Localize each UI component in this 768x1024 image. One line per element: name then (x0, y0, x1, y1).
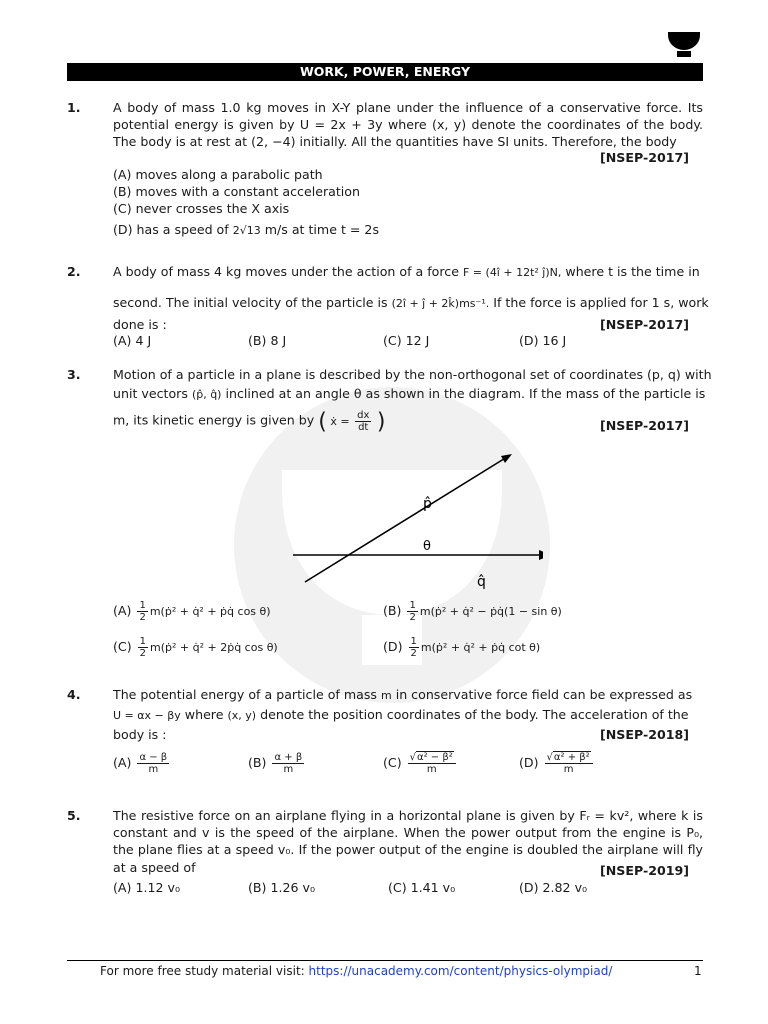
question-3 (67, 366, 712, 666)
unit-vectors: (p̂, q̂) (191, 388, 222, 401)
p-hat-label: p̂ (423, 496, 432, 512)
question-text: The resistive force on an airplane flying in a horizontal plane is given by Fᵣ = kv², where k is constant and v is the speed of the airplane. When the power output from the engine is P₀, the plane flies at a speed v₀. If the power output of the engine is doubled the airplane will fly at a speed of (113, 808, 703, 875)
q-hat-label: q̂ (477, 574, 486, 590)
footer (100, 964, 612, 978)
question-4 (67, 686, 703, 786)
option-a: (A) moves along a parabolic path (113, 167, 323, 182)
question-2 (67, 263, 709, 348)
force-expression: F = (4î + 12t² ĵ)N, (462, 266, 562, 279)
option-b: (B) $\frac{\alpha + \beta}{m}$ (248, 752, 303, 775)
option-d: (D) has a speed of 2√13 m/s at time t = 2s (113, 222, 380, 237)
option-a: (A) 1.12 v₀ (113, 880, 180, 895)
footer-divider (67, 960, 703, 961)
option-c: (C) never crosses the X axis (113, 201, 290, 216)
option-b: (B) 8 J (248, 333, 287, 348)
footer-text: For more free study material visit: (100, 964, 305, 978)
option-a: (A) $\frac{1}{2}$ m(ṗ² + q̇² + ṗq̇ cos θ) (113, 600, 271, 623)
option-d: (D) 16 J (519, 333, 567, 348)
unacademy-logo (668, 32, 700, 58)
option-b: (B) $\frac{1}{2}$ m(ṗ² + q̇² − ṗq̇(1 − sin θ) (383, 600, 562, 623)
option-c: (C) 12 J (383, 333, 430, 348)
question-number: 3. (67, 367, 81, 382)
option-b: (B) moves with a constant acceleration (113, 184, 360, 199)
question-text-line3: done is : (113, 317, 167, 332)
theta-label: θ (423, 539, 431, 554)
option-a: (A) $\frac{\alpha - \beta}{m}$ (113, 752, 168, 775)
source-tag: [NSEP-2017] (599, 418, 689, 433)
question-text-line2: second. The initial velocity of the particle is (2î + ĵ + 2k̂)ms⁻¹. If the force is applied for 1 s, work (113, 295, 709, 310)
vector-diagram (283, 450, 543, 590)
xdot-definition: ( ẋ = $\frac{dx}{dt}$ ) (318, 408, 386, 434)
option-c: (C) 1.41 v₀ (388, 880, 456, 895)
source-tag: [NSEP-2017] (599, 317, 689, 332)
question-text-line3: body is : (113, 727, 167, 742)
footer-link[interactable]: https://unacademy.com/content/physics-olympiad/ (308, 964, 613, 978)
question-text-line1: A body of mass 4 kg moves under the action of a force F = (4î + 12t² ĵ)N, where t is the time in (113, 264, 700, 279)
option-c: (C) $\frac{1}{2}$ m(ṗ² + q̇² + 2ṗq̇ cos θ) (113, 636, 278, 659)
question-text-line2: unit vectors (p̂, q̂) inclined at an angle θ as shown in the diagram. If the mass of the particle is (113, 386, 706, 401)
option-c: (C) $\frac{\text{√α² − β²}}{m}$ (383, 752, 458, 775)
question-1 (67, 99, 703, 244)
question-text-line1: The potential energy of a particle of mass m in conservative force field can be expressed as (113, 687, 693, 702)
velocity-expression: (2î + ĵ + 2k̂)ms⁻¹. (391, 297, 490, 310)
option-d: (D) 2.82 v₀ (519, 880, 588, 895)
source-tag: [NSEP-2017] (599, 150, 689, 165)
question-5 (67, 807, 703, 897)
question-text-line2: U = αx − βy where (x, y) denote the position coordinates of the body. The acceleration of the (113, 707, 689, 722)
question-number: 2. (67, 264, 81, 279)
speed-value: 2√13 (232, 224, 261, 237)
question-number: 1. (67, 100, 81, 115)
source-tag: [NSEP-2018] (599, 727, 689, 742)
source-tag: [NSEP-2019] (599, 863, 689, 878)
option-b: (B) 1.26 v₀ (248, 880, 316, 895)
option-a: (A) 4 J (113, 333, 152, 348)
question-number: 5. (67, 808, 81, 823)
section-title: WORK, POWER, ENERGY (67, 63, 703, 81)
page-number: 1 (694, 964, 702, 978)
question-number: 4. (67, 687, 81, 702)
question-text-line3: m, its kinetic energy is given by ( ẋ = $\frac{dx}{dt}$ ) (113, 408, 386, 434)
option-d: (D) $\frac{\text{√α² + β²}}{m}$ (519, 752, 595, 775)
question-text-line1: Motion of a particle in a plane is described by the non-orthogonal set of coordinates (p, q) with (113, 367, 712, 382)
question-text: A body of mass 1.0 kg moves in X-Y plane under the influence of a conservative force. Its potential energy is given by U = 2x + 3y where (x, y) denote the coordinates of the body. The body is at rest at (2, −4) initially. All the quantities have SI units. Therefore, the body (113, 100, 703, 150)
option-d: (D) $\frac{1}{2}$ m(ṗ² + q̇² + ṗq̇ cot θ) (383, 636, 541, 659)
